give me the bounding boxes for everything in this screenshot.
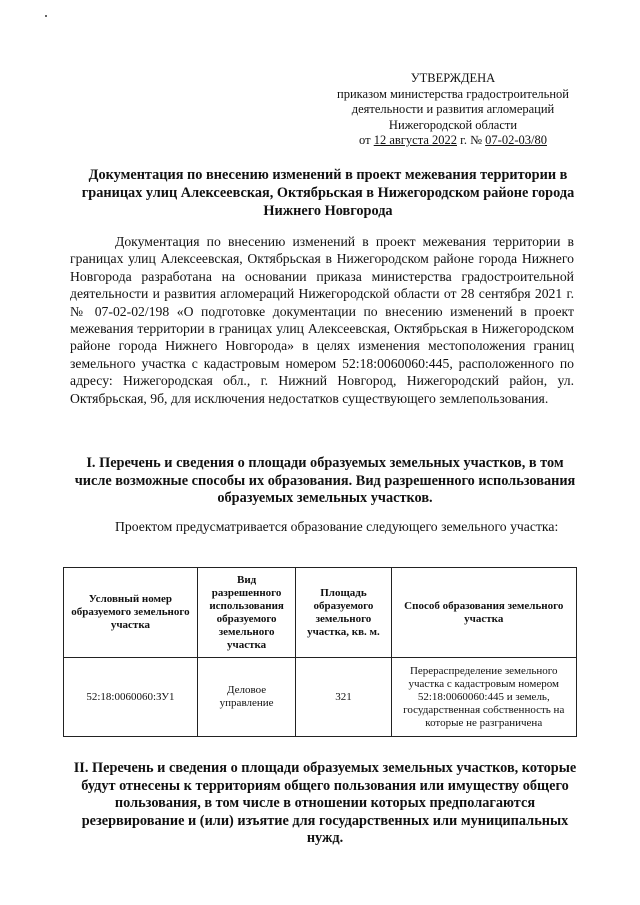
header-area: Площадь образуемого земельного участка, кв. м. [296, 568, 391, 658]
section-2-title: II. Перечень и сведения о площади образуемых земельных участков, которые будут отнесены к территориям общего пользования или имуществу общего пользования, в том числе в отношении которых предполагаются резервирование и (или) изъятие для государственных или муниципальных нужд. [73, 760, 577, 846]
approval-date-mid: г. № [460, 133, 483, 147]
cell-area: 321 [296, 658, 391, 737]
approval-heading: УТВЕРЖДЕНА [410, 71, 496, 85]
table-header-row [64, 568, 577, 658]
approval-stamp [318, 71, 588, 149]
approval-date: 12 августа 2022 [373, 133, 457, 147]
header-plot-number: Условный номер образуемого земельного участка [64, 568, 198, 658]
cell-formation-method: Перераспределение земельного участка с кадастровым номером 52:18:0060060:445 и земель, государственная собственность на которые не разграничена [391, 658, 576, 737]
header-permitted-use: Вид разрешенного использования образуемого земельного участка [197, 568, 296, 658]
cell-permitted-use: Деловое управление [197, 658, 296, 737]
approval-order-line: приказом министерства градостроительной [337, 86, 569, 101]
intro-paragraph: Документация по внесению изменений в проект межевания территории в границах улиц Алексеевская, Октябрьская в Нижегородском районе города Нижнего Новгорода разработана на основании приказа министерства градостроительной деятельности и развития агломераций Нижегородской области от 28 сентября 2021 г. № 07-02-02/198 «О подготовке документации по внесению изменений в проект межевания территории в границах улиц Алексеевская, Октябрьская в Нижегородском районе города Нижнего Новгорода» в целях изменения местоположения границ земельного участка с кадастровым номером 52:18:0060060:445, расположенного по адресу: Нижегородская обл., г. Нижний Новгород, Нижегородский район, ул. Октябрьская, 9б, для исключения недостатков существующего землепользования. [70, 234, 574, 406]
section-1-paragraph: Проектом предусматривается образование следующего земельного участка: [115, 519, 559, 534]
approval-ministry-line: деятельности и развития агломераций [351, 102, 555, 116]
header-formation-method: Способ образования земельного участка [391, 568, 576, 658]
cell-plot-number: 52:18:0060060:ЗУ1 [64, 658, 198, 737]
approval-region-line: Нижегородской области [388, 117, 518, 132]
approval-number: 07-02-03/80 [485, 133, 547, 147]
land-plot-table [63, 567, 577, 737]
approval-date-line [318, 133, 588, 149]
scan-speck [45, 15, 47, 17]
approval-date-prefix: от [359, 133, 371, 147]
document-title: Документация по внесению изменений в проект межевания территории в границах улиц Алексеевская, Октябрьская в Нижегородском районе города Нижнего Новгорода [81, 167, 575, 219]
table-row [64, 658, 577, 737]
section-1-title: I. Перечень и сведения о площади образуемых земельных участков, в том числе возможные способы их образования. Вид разрешенного использования образуемых земельных участков. [74, 455, 576, 506]
